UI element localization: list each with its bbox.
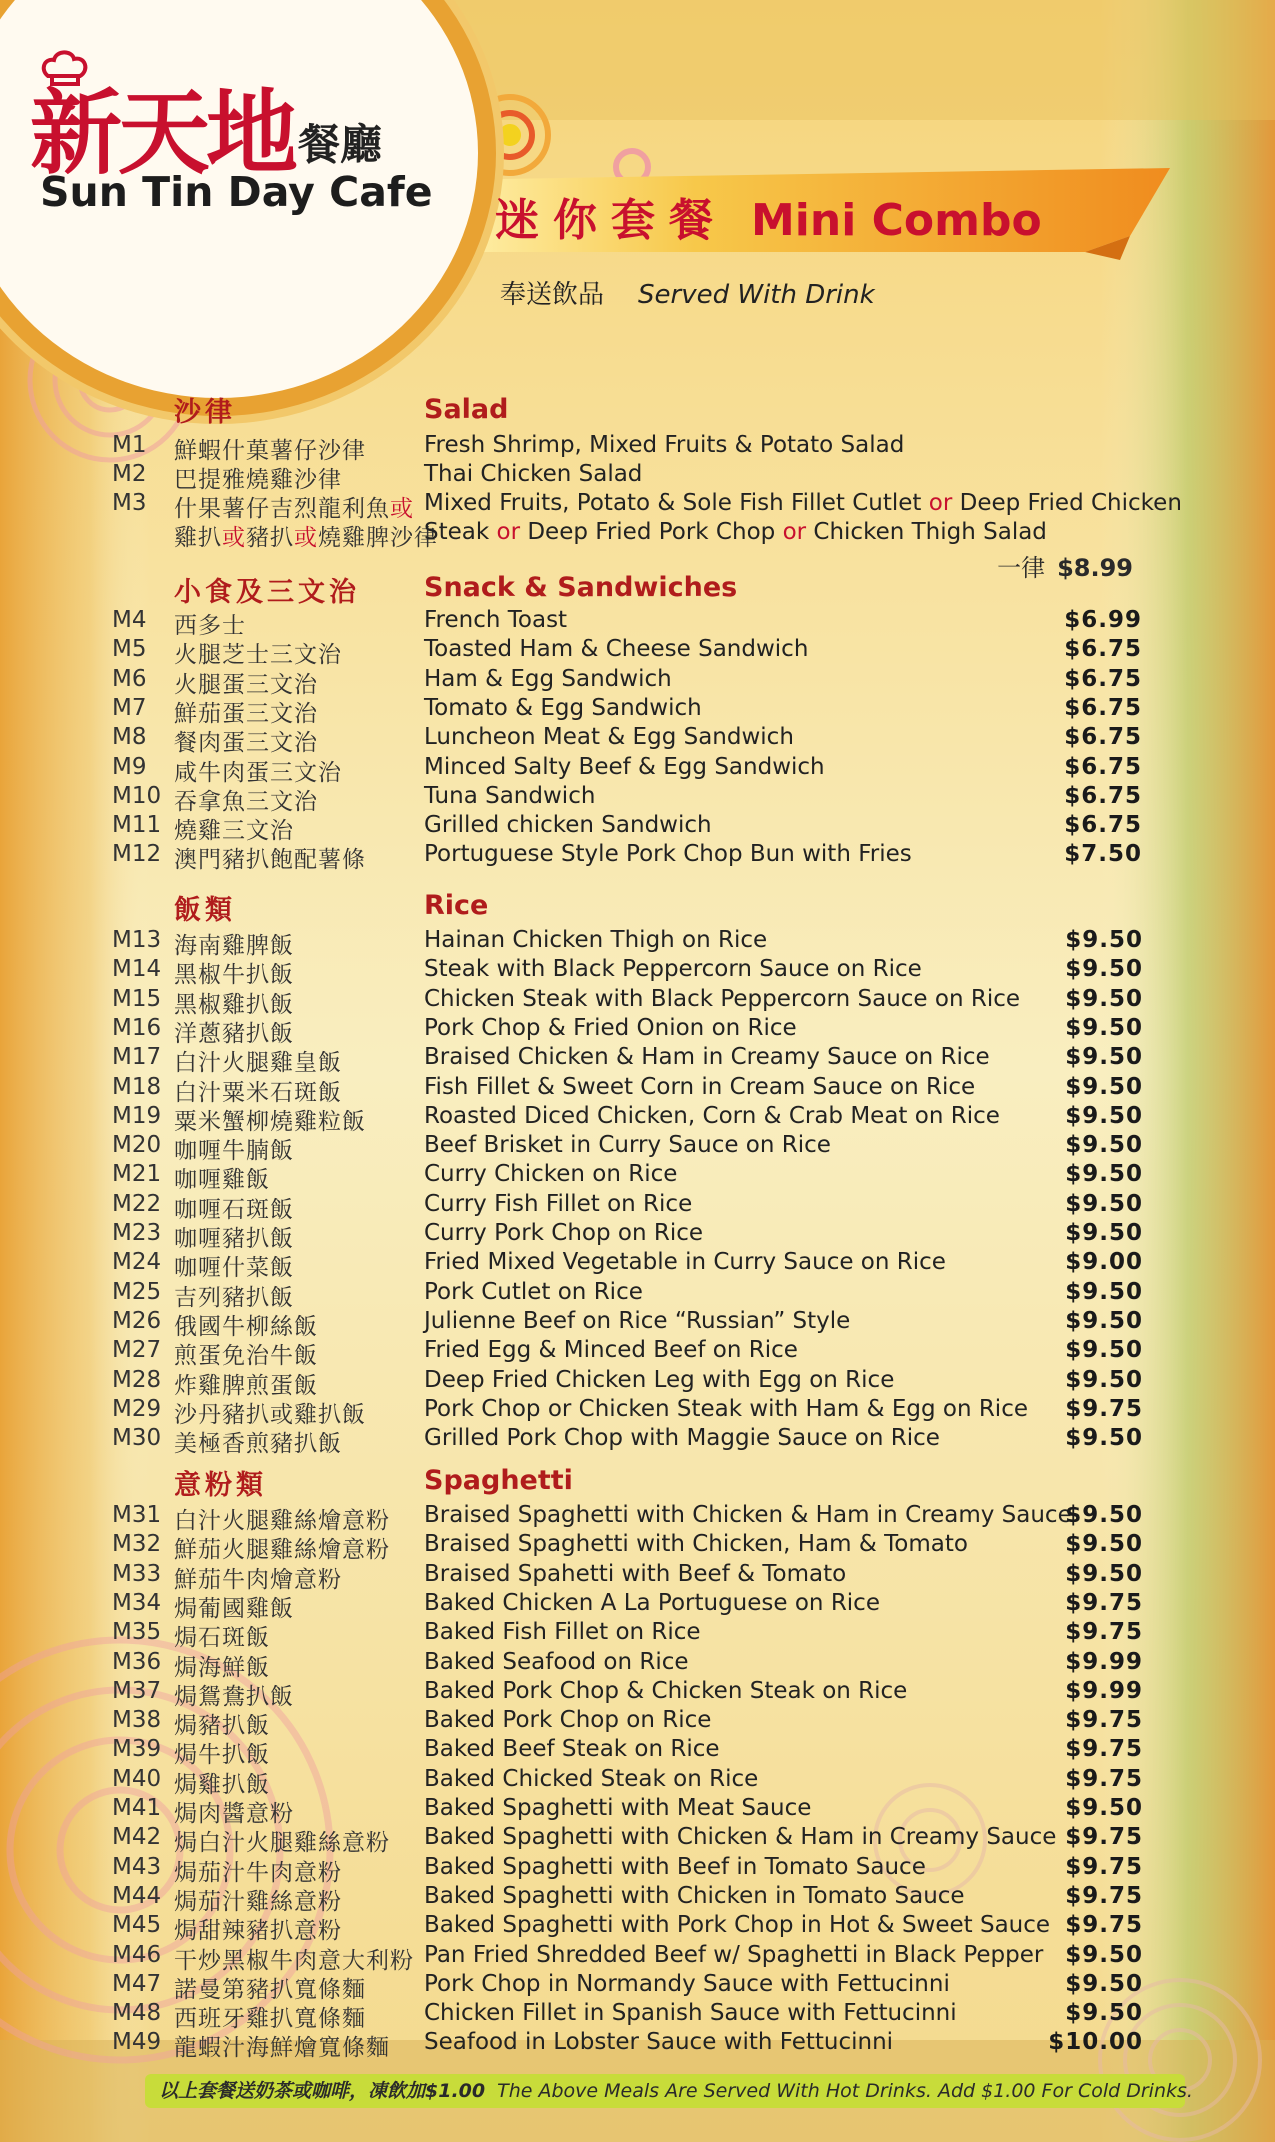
- item-name-cn: 諾曼第豬扒寬條麵: [174, 1976, 366, 2003]
- menu-item: [0, 782, 1275, 815]
- item-name-cn: 鮮蝦什菓薯仔沙律: [174, 438, 366, 464]
- menu-item: [0, 1337, 1275, 1370]
- item-code: M28: [112, 1366, 162, 1393]
- item-price: $9.50: [1065, 1425, 1143, 1452]
- menu-item: [0, 1190, 1275, 1223]
- item-price: $9.50: [1065, 1337, 1143, 1364]
- item-code: M13: [112, 927, 162, 953]
- en-part: Chicken Thigh Salad: [813, 519, 1047, 545]
- item-name-cn: 咖喱牛腩飯: [174, 1138, 294, 1165]
- menu-item: [0, 636, 1275, 669]
- item-code: M44: [112, 1882, 162, 1909]
- item-name-en: Braised Spaghetti with Chicken, Ham & Tomato: [424, 1531, 968, 1558]
- item-code: M2: [112, 461, 147, 487]
- item-code: M37: [112, 1677, 162, 1704]
- item-price: $9.50: [1065, 1970, 1143, 1997]
- item-name-en: Baked Pork Chop on Rice: [424, 1707, 712, 1734]
- menu-item: [0, 1249, 1275, 1282]
- item-name-cn: 焗牛扒飯: [174, 1742, 270, 1769]
- item-name-cn: 焗白汁火腿雞絲意粉: [174, 1830, 390, 1857]
- menu-item: [0, 753, 1275, 786]
- item-code: M40: [112, 1765, 162, 1792]
- item-code: M35: [112, 1619, 162, 1646]
- menu-item: [0, 1395, 1275, 1428]
- item-name-en: Chicken Steak with Black Peppercorn Sauce on Rice: [424, 985, 1021, 1012]
- footer-note-cn: 以上套餐送奶茶或咖啡，凍飲加$1.00: [159, 2080, 486, 2102]
- item-name-en: Grilled chicken Sandwich: [424, 812, 712, 839]
- menu-item: [0, 1824, 1275, 1857]
- item-name-cn: 焗石斑飯: [174, 1625, 270, 1652]
- item-price: $9.75: [1065, 1882, 1143, 1909]
- item-price: $6.75: [1064, 724, 1142, 751]
- menu-item: [0, 1912, 1275, 1945]
- item-price: $9.99: [1065, 1648, 1143, 1675]
- menu-item: [0, 1132, 1275, 1165]
- menu-item: [0, 1161, 1275, 1194]
- en-or: or: [928, 490, 953, 516]
- menu-item: [0, 927, 1275, 959]
- logo-chinese-name: 新天地: [30, 79, 295, 187]
- item-name-cn: 燒雞三文治: [174, 818, 294, 845]
- item-name-cn: 粟米蟹柳燒雞粒飯: [174, 1108, 366, 1135]
- logo-chinese-suffix: 餐廳: [298, 120, 383, 169]
- cn-or: 或: [294, 525, 318, 551]
- item-code: M31: [112, 1502, 162, 1528]
- item-price: $9.50: [1065, 1366, 1143, 1393]
- item-code: M39: [112, 1736, 162, 1763]
- item-code: M15: [112, 985, 162, 1012]
- item-code: M16: [112, 1014, 162, 1041]
- item-name-en: Ham & Egg Sandwich: [424, 665, 672, 692]
- page-title: [495, 184, 1042, 248]
- subtitle-english: Served With Drink: [638, 280, 875, 310]
- item-code: M11: [112, 812, 162, 839]
- item-name-en: Baked Spaghetti with Chicken & Ham in Creamy Sauce: [424, 1824, 1057, 1851]
- item-price: $9.50: [1065, 1531, 1143, 1558]
- item-name-cn: 鮮茄火腿雞絲燴意粉: [174, 1537, 390, 1564]
- item-name-en: Hainan Chicken Thigh on Rice: [424, 927, 768, 953]
- section-spaghetti-title-en: Spaghetti: [424, 1465, 573, 1496]
- item-name-cn: 黑椒雞扒飯: [174, 991, 294, 1018]
- item-code: M8: [112, 724, 147, 751]
- item-name-en: Minced Salty Beef & Egg Sandwich: [424, 753, 825, 780]
- item-code: M10: [112, 782, 162, 809]
- item-price: $9.75: [1065, 1589, 1143, 1616]
- item-name-en: Baked Pork Chop & Chicken Steak on Rice: [424, 1677, 908, 1704]
- item-price: $9.50: [1065, 1278, 1143, 1305]
- en-part: Mixed Fruits, Potato & Sole Fish Fillet Cutlet: [424, 490, 922, 516]
- item-price: $9.50: [1065, 1014, 1143, 1041]
- item-name-en: Curry Pork Chop on Rice: [424, 1220, 704, 1246]
- menu-item: [0, 1014, 1275, 1047]
- menu-item: [0, 1366, 1275, 1399]
- cn-or: 或: [222, 525, 246, 551]
- item-code: M20: [112, 1132, 162, 1159]
- item-code: M26: [112, 1307, 162, 1334]
- item-name-cn: 俄國牛柳絲飯: [174, 1313, 318, 1340]
- item-name-en: Portuguese Style Pork Chop Bun with Fries: [424, 841, 912, 868]
- flat-price-label: 一律: [997, 554, 1046, 582]
- en-part: Deep Fried Chicken: [959, 490, 1182, 516]
- item-name-cn: 焗葡國雞飯: [174, 1595, 294, 1622]
- item-name-cn: 焗豬扒飯: [174, 1713, 270, 1740]
- menu-item: [0, 1648, 1275, 1681]
- item-code: M19: [112, 1102, 162, 1129]
- item-name-en: Baked Spaghetti with Chicken in Tomato Sauce: [424, 1882, 965, 1909]
- item-code: M33: [112, 1560, 162, 1587]
- item-code: M22: [112, 1190, 162, 1217]
- cn-part: 豬扒: [246, 525, 294, 551]
- section-snack-title-en: Snack & Sandwiches: [424, 572, 738, 603]
- item-code: M32: [112, 1531, 162, 1558]
- item-name-cn: 巴提雅燒雞沙律: [174, 467, 342, 493]
- item-name-cn: 餐肉蛋三文治: [174, 730, 318, 757]
- item-name-cn: 火腿芝士三文治: [174, 642, 342, 669]
- item-price: $6.75: [1064, 753, 1142, 780]
- subtitle-chinese: 奉送飲品: [500, 280, 605, 310]
- item-code: M17: [112, 1044, 162, 1071]
- item-name-en: Deep Fried Chicken Leg with Egg on Rice: [424, 1366, 895, 1393]
- menu-item: [0, 665, 1275, 698]
- item-name-en: Fish Fillet & Sweet Corn in Cream Sauce on Rice: [424, 1073, 976, 1100]
- menu-item: [0, 1970, 1275, 2003]
- item-name-cn: 白汁火腿雞皇飯: [174, 1050, 342, 1077]
- item-name-cn: [174, 519, 438, 552]
- cn-part: 雞扒: [174, 525, 222, 551]
- item-name-en: Grilled Pork Chop with Maggie Sauce on Rice: [424, 1425, 940, 1452]
- footer-note: [145, 2074, 1193, 2108]
- item-name-en: Baked Spaghetti with Beef in Tomato Sauce: [424, 1853, 926, 1880]
- item-name-cn: 焗鴛鴦扒飯: [174, 1683, 294, 1710]
- item-price: $9.00: [1065, 1249, 1143, 1276]
- item-name-en: Fried Egg & Minced Beef on Rice: [424, 1337, 798, 1364]
- item-name-en: Braised Chicken & Ham in Creamy Sauce on Rice: [424, 1044, 990, 1071]
- item-name-en: Curry Chicken on Rice: [424, 1161, 678, 1188]
- item-price: $9.50: [1065, 1161, 1143, 1188]
- item-name-en: Baked Beef Steak on Rice: [424, 1736, 720, 1763]
- item-name-cn: 干炒黑椒牛肉意大利粉: [174, 1947, 414, 1974]
- item-name-en: Braised Spaghetti with Chicken & Ham in Creamy Sauce: [424, 1502, 1072, 1528]
- menu-item: [0, 1795, 1275, 1827]
- item-name-en: Baked Chicked Steak on Rice: [424, 1765, 759, 1792]
- menu-item: [0, 1044, 1275, 1077]
- menu-item: [0, 1502, 1275, 1534]
- item-code: M23: [112, 1220, 162, 1246]
- page-subtitle: [500, 274, 875, 311]
- item-name-en: Braised Spahetti with Beef & Tomato: [424, 1560, 847, 1587]
- item-code: M43: [112, 1853, 162, 1880]
- item-name-en: Pan Fried Shredded Beef w/ Spaghetti in Black Pepper: [424, 1941, 1044, 1968]
- item-price: $9.50: [1065, 1560, 1143, 1587]
- item-name-cn: 炸雞脾煎蛋飯: [174, 1372, 318, 1399]
- item-name-cn: 咖喱什菜飯: [174, 1255, 294, 1282]
- item-code: M38: [112, 1707, 162, 1734]
- title-chinese: 迷你套餐: [495, 195, 727, 246]
- item-name-cn: 西多士: [174, 613, 246, 639]
- item-price: $9.75: [1065, 1853, 1143, 1880]
- item-price: $9.50: [1065, 1044, 1143, 1071]
- flat-price-value: $8.99: [1057, 554, 1133, 582]
- item-code: M49: [112, 2029, 162, 2056]
- item-code: M5: [112, 636, 147, 663]
- item-name-en: Tuna Sandwich: [424, 782, 596, 809]
- item-name-en: Baked Spaghetti with Pork Chop in Hot & Sweet Sauce: [424, 1912, 1051, 1939]
- item-name-cn: 煎蛋免治牛飯: [174, 1343, 318, 1370]
- item-name-en: Fresh Shrimp, Mixed Fruits & Potato Salad: [424, 432, 905, 458]
- item-code: M36: [112, 1648, 162, 1675]
- menu-item-m3-line1: [0, 490, 1275, 522]
- item-name-cn: 焗茄汁雞絲意粉: [174, 1888, 342, 1915]
- item-price: $6.75: [1064, 812, 1142, 839]
- menu-item: [0, 1425, 1275, 1458]
- menu-item: [0, 607, 1275, 639]
- item-name-cn: 鮮茄牛肉燴意粉: [174, 1566, 342, 1593]
- item-name-cn: 吞拿魚三文治: [174, 788, 318, 815]
- item-name-en: Baked Chicken A La Portuguese on Rice: [424, 1589, 880, 1616]
- menu-item: [0, 812, 1275, 845]
- item-name-cn: 洋蔥豬扒飯: [174, 1020, 294, 1047]
- item-code: M42: [112, 1824, 162, 1851]
- item-name-en: [424, 490, 1182, 516]
- item-price: $9.50: [1065, 1102, 1143, 1129]
- section-rice-title-en: Rice: [424, 890, 489, 921]
- item-price: $10.00: [1048, 2029, 1143, 2056]
- item-price: $9.50: [1065, 1132, 1143, 1159]
- item-name-en: Thai Chicken Salad: [424, 461, 643, 487]
- item-price: $9.75: [1065, 1736, 1143, 1763]
- menu-item: [0, 1677, 1275, 1710]
- item-price: $9.50: [1065, 1941, 1143, 1968]
- item-name-en: Fried Mixed Vegetable in Curry Sauce on Rice: [424, 1249, 946, 1276]
- item-name-cn: 沙丹豬扒或雞扒飯: [174, 1401, 366, 1428]
- item-price: $9.99: [1065, 1677, 1143, 1704]
- item-code: M45: [112, 1912, 162, 1939]
- item-name-en: Beef Brisket in Curry Sauce on Rice: [424, 1132, 831, 1159]
- title-english: Mini Combo: [751, 195, 1042, 246]
- item-price: $7.50: [1064, 841, 1142, 868]
- item-code: M27: [112, 1337, 162, 1364]
- item-name-en: Julienne Beef on Rice “Russian” Style: [424, 1307, 851, 1334]
- item-price: $9.50: [1065, 1220, 1143, 1246]
- item-price: $9.75: [1065, 1707, 1143, 1734]
- section-rice-title-cn: 飯類: [174, 895, 236, 926]
- item-code: M12: [112, 841, 162, 868]
- item-code: M18: [112, 1073, 162, 1100]
- menu-item: [0, 2000, 1275, 2033]
- item-name-en: Chicken Fillet in Spanish Sauce with Fettucinni: [424, 2000, 957, 2027]
- item-price: $9.50: [1065, 1307, 1143, 1334]
- item-price: $9.75: [1065, 1619, 1143, 1646]
- en-or: or: [496, 519, 521, 545]
- menu-item: [0, 841, 1275, 874]
- menu-item: [0, 956, 1275, 989]
- menu-item-m3-line2: [0, 519, 1275, 551]
- item-name-cn: 鮮茄蛋三文治: [174, 700, 318, 727]
- item-name-en: Tomato & Egg Sandwich: [424, 694, 702, 721]
- menu-item: [0, 1941, 1275, 1974]
- item-price: $9.75: [1065, 1824, 1143, 1851]
- section-salad-title-cn: 沙律: [174, 397, 236, 428]
- item-price: $6.75: [1064, 694, 1142, 721]
- menu-item: [0, 1278, 1275, 1311]
- item-name-cn: 美極香煎豬扒飯: [174, 1431, 342, 1458]
- menu-item: [0, 1736, 1275, 1769]
- menu-item: [0, 1589, 1275, 1622]
- item-name-en: Roasted Diced Chicken, Corn & Crab Meat on Rice: [424, 1102, 1000, 1129]
- menu-item: [0, 985, 1275, 1018]
- item-code: M3: [112, 490, 147, 516]
- item-code: M21: [112, 1161, 162, 1188]
- menu-item: [0, 1531, 1275, 1564]
- item-price: $9.50: [1065, 985, 1143, 1012]
- item-price: $6.75: [1064, 665, 1142, 692]
- item-code: M46: [112, 1941, 162, 1968]
- item-code: M6: [112, 665, 147, 692]
- item-code: M34: [112, 1589, 162, 1616]
- cn-or: 或: [390, 496, 414, 522]
- menu-item: [0, 1853, 1275, 1886]
- item-name-cn: 澳門豬扒飽配薯條: [174, 847, 366, 874]
- item-price: $9.75: [1065, 1912, 1143, 1939]
- item-name-cn: 龍蝦汁海鮮燴寬條麵: [174, 2035, 390, 2062]
- item-price: $9.50: [1065, 1795, 1143, 1821]
- item-name-cn: 黑椒牛扒飯: [174, 962, 294, 989]
- section-salad-title-en: Salad: [424, 394, 509, 425]
- item-name-cn: 焗肉醬意粉: [174, 1801, 294, 1827]
- cn-part: 燒雞脾沙律: [318, 525, 438, 551]
- item-price: $6.99: [1064, 607, 1142, 633]
- item-name-cn: 焗甜辣豬扒意粉: [174, 1918, 342, 1945]
- item-code: M29: [112, 1395, 162, 1422]
- item-name-en: Baked Seafood on Rice: [424, 1648, 689, 1675]
- item-name-en: Baked Fish Fillet on Rice: [424, 1619, 701, 1646]
- item-name-en: Toasted Ham & Cheese Sandwich: [424, 636, 809, 663]
- item-name-cn: 咖喱石斑飯: [174, 1196, 294, 1223]
- item-code: M48: [112, 2000, 162, 2027]
- item-price: $9.50: [1065, 2000, 1143, 2027]
- item-code: M7: [112, 694, 147, 721]
- menu-item: [0, 1882, 1275, 1915]
- item-name-cn: 火腿蛋三文治: [174, 671, 318, 698]
- item-price: $6.75: [1064, 782, 1142, 809]
- item-code: M47: [112, 1970, 162, 1997]
- item-name-en: Baked Spaghetti with Meat Sauce: [424, 1795, 812, 1821]
- en-or: or: [782, 519, 807, 545]
- item-name-cn: 焗海鮮飯: [174, 1654, 270, 1681]
- item-name-en: Curry Fish Fillet on Rice: [424, 1190, 693, 1217]
- item-code: M4: [112, 607, 147, 633]
- section-spaghetti-title-cn: 意粉類: [174, 1470, 267, 1501]
- item-name-en: Pork Chop & Fried Onion on Rice: [424, 1014, 797, 1041]
- section-snack-title-cn: 小食及三文治: [174, 577, 360, 608]
- item-code: M30: [112, 1425, 162, 1452]
- item-name-en: Pork Chop or Chicken Steak with Ham & Egg on Rice: [424, 1395, 1028, 1422]
- menu-item: [0, 1765, 1275, 1798]
- item-price: $9.50: [1065, 1190, 1143, 1217]
- item-name-cn: 西班牙雞扒寬條麵: [174, 2006, 366, 2033]
- item-code: M1: [112, 432, 147, 458]
- menu-item: [0, 1619, 1275, 1652]
- item-code: M41: [112, 1795, 162, 1821]
- item-name-cn: 咖喱雞飯: [174, 1167, 270, 1194]
- item-name-cn: 吉列豬扒飯: [174, 1284, 294, 1311]
- cn-part: 什果薯仔吉烈龍利魚: [174, 496, 390, 522]
- menu-item: [0, 461, 1275, 493]
- menu-item: [0, 1307, 1275, 1340]
- item-name-cn: 焗雞扒飯: [174, 1771, 270, 1798]
- item-name-en: French Toast: [424, 607, 568, 633]
- menu-item: [0, 2029, 1275, 2062]
- item-name-en: Steak with Black Peppercorn Sauce on Rice: [424, 956, 922, 983]
- item-price: $9.75: [1065, 1395, 1143, 1422]
- item-name-cn: 咖喱豬扒飯: [174, 1226, 294, 1252]
- item-name-en: Luncheon Meat & Egg Sandwich: [424, 724, 794, 751]
- item-name-cn: 咸牛肉蛋三文治: [174, 759, 342, 786]
- item-code: M14: [112, 956, 162, 983]
- item-price: $9.50: [1065, 1502, 1143, 1528]
- item-price: $9.50: [1065, 927, 1143, 953]
- menu-item: [0, 1102, 1275, 1135]
- menu-item: [0, 694, 1275, 727]
- item-name-cn: 焗茄汁牛肉意粉: [174, 1859, 342, 1886]
- item-code: M24: [112, 1249, 162, 1276]
- item-name-cn: 白汁粟米石斑飯: [174, 1079, 342, 1106]
- item-name-en: Seafood in Lobster Sauce with Fettucinni: [424, 2029, 894, 2056]
- item-name-cn: 海南雞脾飯: [174, 933, 294, 959]
- logo-english-name: Sun Tin Day Cafe: [40, 168, 433, 216]
- item-price: $9.50: [1065, 956, 1143, 983]
- item-code: M25: [112, 1278, 162, 1305]
- en-part: Steak: [424, 519, 490, 545]
- menu-item: [0, 1707, 1275, 1740]
- item-code: M9: [112, 753, 147, 780]
- item-price: $9.75: [1065, 1765, 1143, 1792]
- salad-flat-price: [997, 548, 1133, 583]
- item-name-cn: 白汁火腿雞絲燴意粉: [174, 1508, 390, 1534]
- menu-item: [0, 1220, 1275, 1252]
- menu-item: [0, 1073, 1275, 1106]
- menu-item: [0, 724, 1275, 757]
- item-name-en: Pork Chop in Normandy Sauce with Fettucinni: [424, 1970, 950, 1997]
- footer-note-en: The Above Meals Are Served With Hot Drinks. Add $1.00 For Cold Drinks.: [497, 2080, 1193, 2102]
- menu-item: [0, 432, 1275, 464]
- menu-item: [0, 1560, 1275, 1593]
- en-part: Deep Fried Pork Chop: [527, 519, 776, 545]
- item-price: $6.75: [1064, 636, 1142, 663]
- item-price: $9.50: [1065, 1073, 1143, 1100]
- item-name-en: Pork Cutlet on Rice: [424, 1278, 643, 1305]
- item-name-en: [424, 519, 1047, 545]
